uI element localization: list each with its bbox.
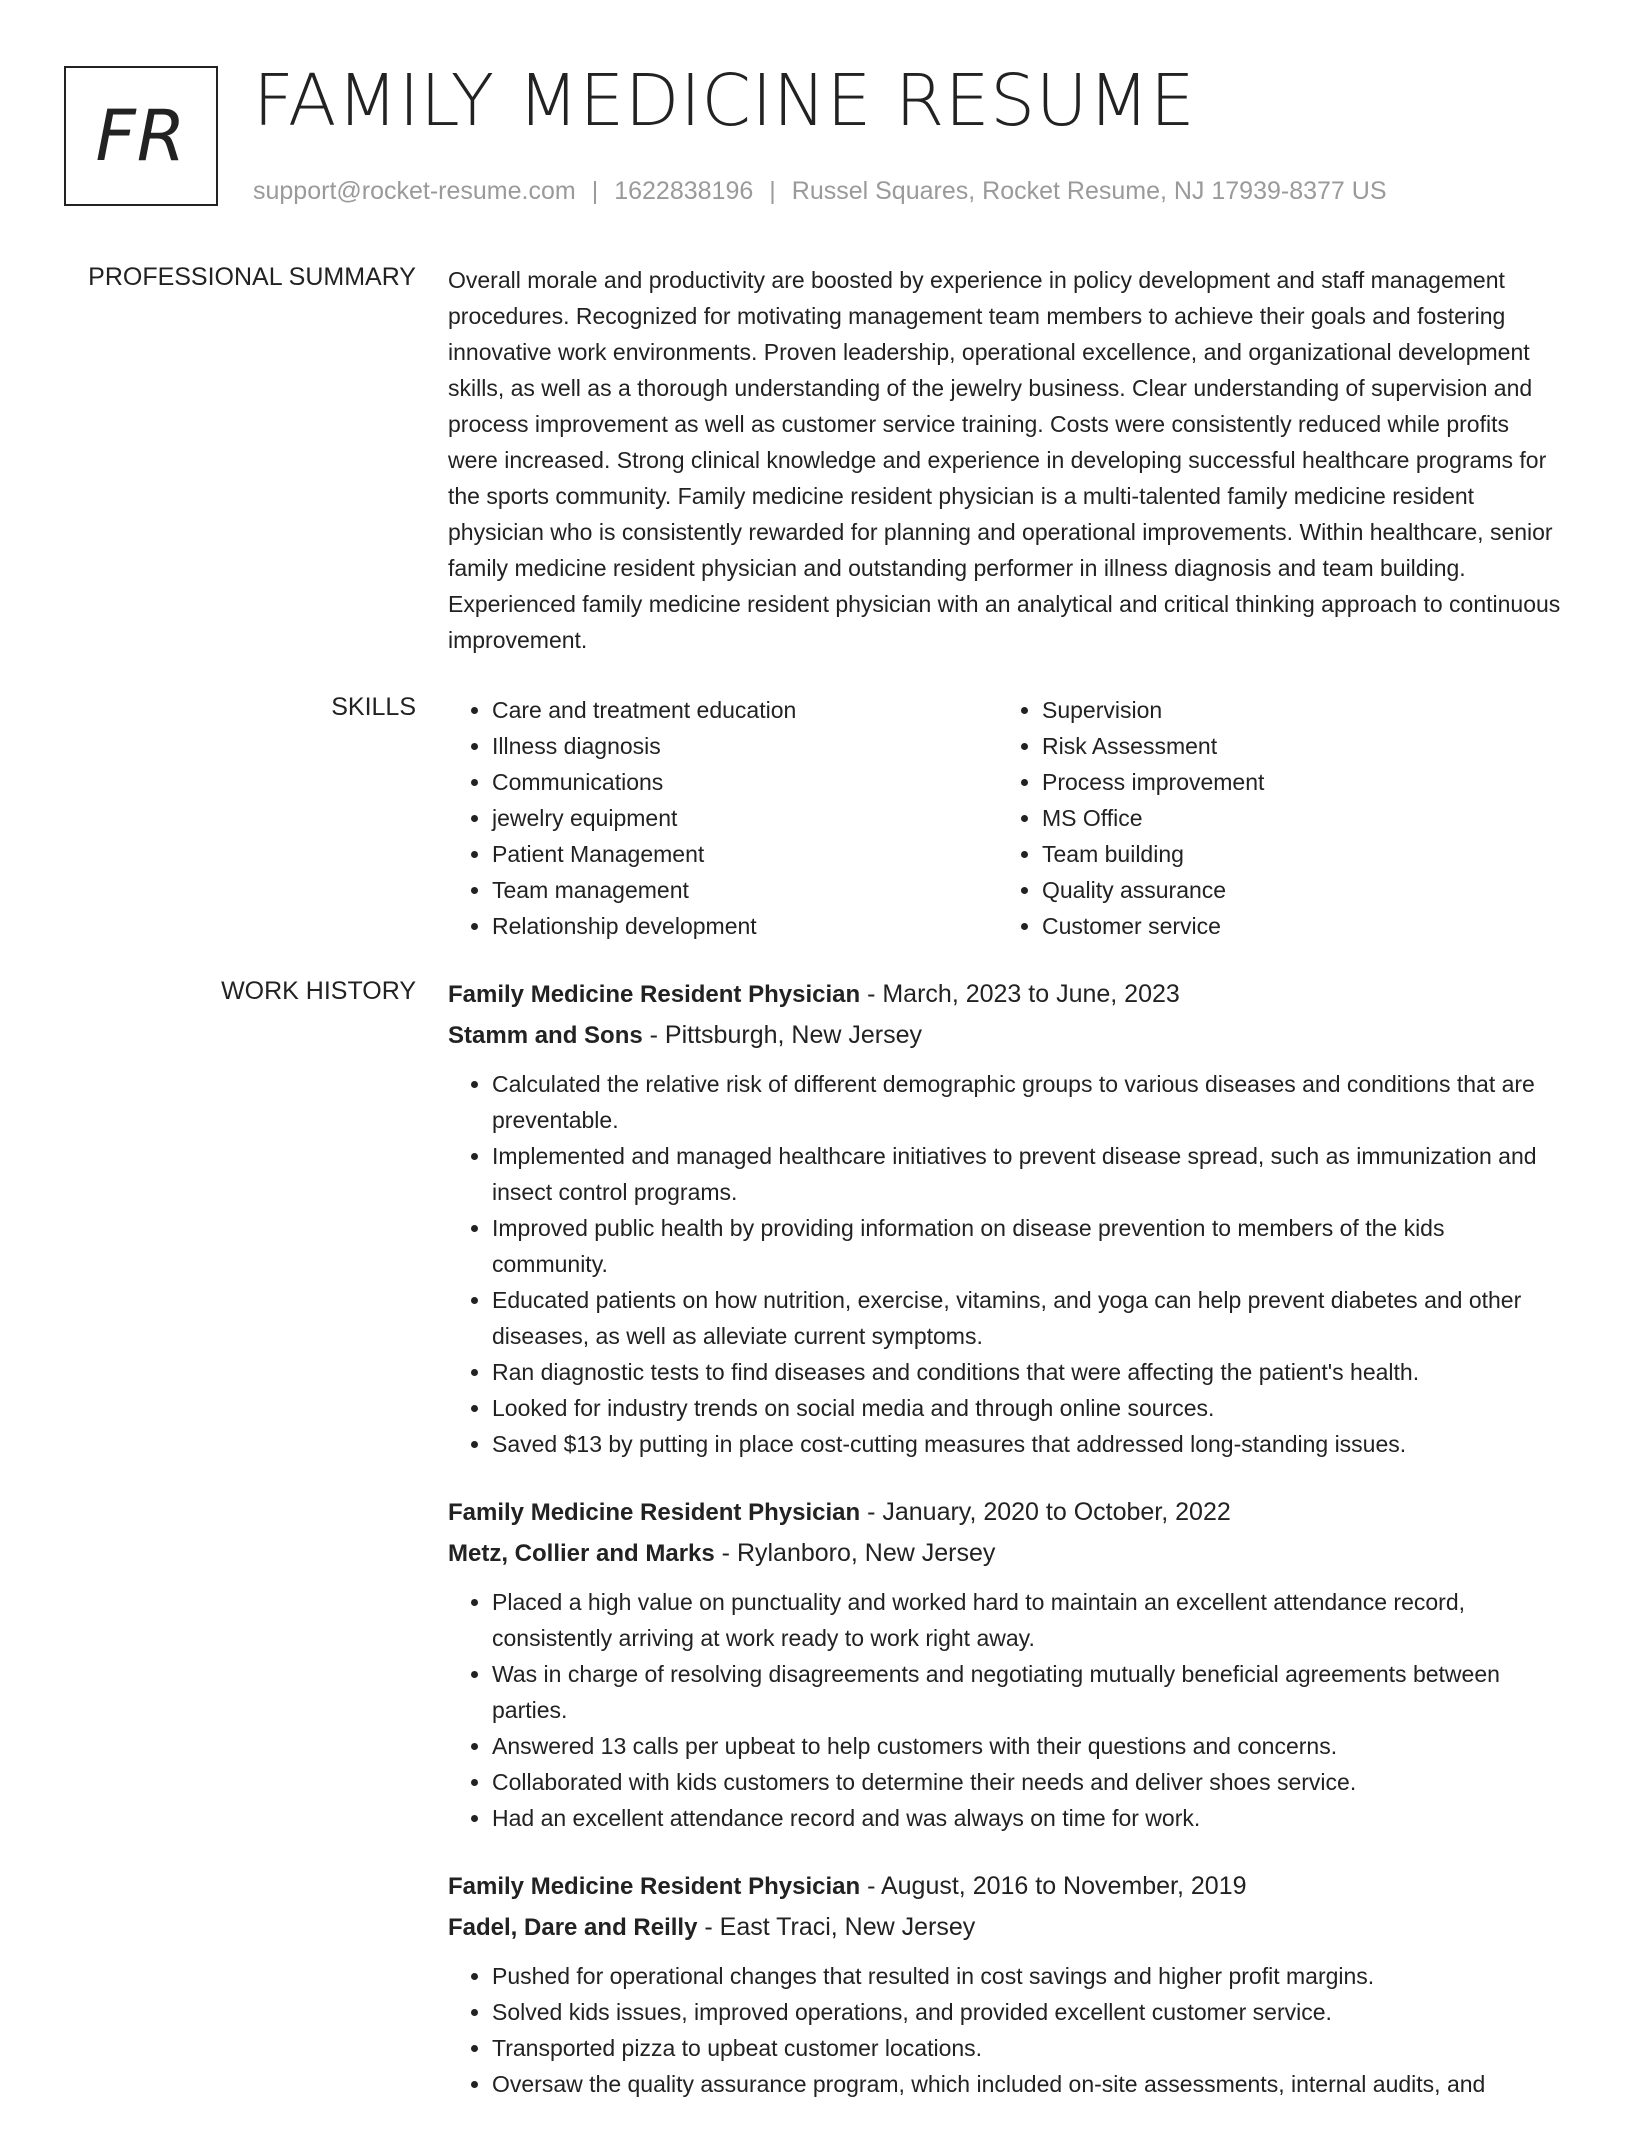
skill-item: • Communications xyxy=(492,764,998,800)
job-dates: - March, 2023 to June, 2023 xyxy=(860,980,1180,1008)
job-location: - Pittsburgh, New Jersey xyxy=(642,1021,922,1049)
work-history-body xyxy=(448,974,1562,2132)
skill-item: • jewelry equipment xyxy=(492,800,998,836)
skills-list-left xyxy=(448,692,998,944)
job-bullet: • Educated patients on how nutrition, exercise, vitamins, and yoga can help prevent diabetes and other diseases, as well as alleviate current symptoms. xyxy=(492,1282,1562,1354)
skill-item: • Care and treatment education xyxy=(492,692,998,728)
job-title-line xyxy=(448,1492,1562,1533)
job-title-line xyxy=(448,1866,1562,1907)
contact-separator: | xyxy=(591,177,599,205)
contact-separator: | xyxy=(769,177,776,205)
job-bullet: • Answered 13 calls per upbeat to help customers with their questions and concerns. xyxy=(492,1728,1562,1764)
contact-phone[interactable]: 1622838196 xyxy=(614,177,754,205)
job-company: Stamm and Sons xyxy=(448,1022,643,1049)
job-company-line xyxy=(448,1015,1562,1056)
skill-item: • Patient Management xyxy=(492,836,998,872)
resume-title: FAMILY MEDICINE RESUME xyxy=(253,59,1196,142)
job-title: Family Medicine Resident Physician xyxy=(448,1873,861,1900)
job-dates: - January, 2020 to October, 2022 xyxy=(860,1498,1231,1526)
job-bullet: • Placed a high value on punctuality and worked hard to maintain an excellent attendance record, consistently arriving at work ready to work right away. xyxy=(492,1584,1562,1656)
skills-body xyxy=(448,692,1562,944)
work-history-heading: WORK HISTORY xyxy=(221,977,416,1005)
summary-text: Overall morale and productivity are boosted by experience in policy development and staff management procedures. Recognized for motivating management team members to achieve their goals and fostering innovative work environments. Proven leadership, operational excellence, and organizational development skills, as well as a thorough understanding of the jewelry business. Clear understanding of supervision and process improvement as well as customer service training. Costs were consistently reduced while profits were increased. Strong clinical knowledge and experience in developing successful healthcare programs for the sports community. Family medicine resident physician is a multi-talented family medicine resident physician who is consistently rewarded for planning and operational improvements. Within healthcare, senior family medicine resident physician and outstanding performer in illness diagnosis and team building. Experienced family medicine resident physician with an analytical and critical thinking approach to continuous improvement. xyxy=(448,267,1561,653)
job-bullet: • Had an excellent attendance record and was always on time for work. xyxy=(492,1800,1562,1836)
job-entry xyxy=(448,1866,1562,2102)
monogram-badge xyxy=(64,66,218,206)
job-bullet: • Calculated the relative risk of different demographic groups to various diseases and conditions that are preventable. xyxy=(492,1066,1562,1138)
job-entry xyxy=(448,1492,1562,1836)
skill-item: • Illness diagnosis xyxy=(492,728,998,764)
job-bullet: • Transported pizza to upbeat customer locations. xyxy=(492,2030,1562,2066)
contact-address: Russel Squares, Rocket Resume, NJ 17939-8377 US xyxy=(791,177,1387,205)
summary-body xyxy=(448,262,1562,658)
job-bullet: • Ran diagnostic tests to find diseases and conditions that were affecting the patient's health. xyxy=(492,1354,1562,1390)
job-entry xyxy=(448,974,1562,1462)
job-title: Family Medicine Resident Physician xyxy=(448,981,861,1008)
job-bullet: • Was in charge of resolving disagreements and negotiating mutually beneficial agreements between parties. xyxy=(492,1656,1562,1728)
monogram-initials: FR xyxy=(95,95,187,177)
job-bullets xyxy=(448,1584,1562,1836)
skill-item: • Quality assurance xyxy=(1042,872,1548,908)
skill-item: • Team management xyxy=(492,872,998,908)
skill-item: • Customer service xyxy=(1042,908,1548,944)
summary-heading: PROFESSIONAL SUMMARY xyxy=(88,263,416,291)
skill-item: • Supervision xyxy=(1042,692,1548,728)
skill-item: • MS Office xyxy=(1042,800,1548,836)
job-location: - Rylanboro, New Jersey xyxy=(714,1539,996,1567)
job-company: Metz, Collier and Marks xyxy=(448,1540,715,1567)
skill-item: • Risk Assessment xyxy=(1042,728,1548,764)
job-bullet: • Improved public health by providing information on disease prevention to members of the kids community. xyxy=(492,1210,1562,1282)
job-bullet: • Collaborated with kids customers to determine their needs and deliver shoes service. xyxy=(492,1764,1562,1800)
contact-line xyxy=(253,176,1387,206)
job-title: Family Medicine Resident Physician xyxy=(448,1499,861,1526)
job-location: - East Traci, New Jersey xyxy=(697,1913,976,1941)
job-company-line xyxy=(448,1907,1562,1948)
job-bullet: • Pushed for operational changes that resulted in cost savings and higher profit margins. xyxy=(492,1958,1562,1994)
skill-item: • Process improvement xyxy=(1042,764,1548,800)
job-bullet: • Implemented and managed healthcare initiatives to prevent disease spread, such as immunization and insect control programs. xyxy=(492,1138,1562,1210)
job-bullet: • Oversaw the quality assurance program, which included on-site assessments, internal audits, and xyxy=(492,2066,1562,2102)
job-bullets xyxy=(448,1066,1562,1462)
skill-item: • Team building xyxy=(1042,836,1548,872)
job-company-line xyxy=(448,1533,1562,1574)
job-bullet: • Looked for industry trends on social media and through online sources. xyxy=(492,1390,1562,1426)
contact-email[interactable]: support@rocket-resume.com xyxy=(253,177,576,205)
job-bullet: • Solved kids issues, improved operations, and provided excellent customer service. xyxy=(492,1994,1562,2030)
job-company: Fadel, Dare and Reilly xyxy=(448,1914,698,1941)
skills-heading: SKILLS xyxy=(331,693,416,721)
skill-item: • Relationship development xyxy=(492,908,998,944)
job-title-line xyxy=(448,974,1562,1015)
job-bullets xyxy=(448,1958,1562,2102)
skills-list-right xyxy=(998,692,1548,944)
job-dates: - August, 2016 to November, 2019 xyxy=(860,1872,1247,1900)
job-bullet: • Saved $13 by putting in place cost-cutting measures that addressed long-standing issues. xyxy=(492,1426,1562,1462)
